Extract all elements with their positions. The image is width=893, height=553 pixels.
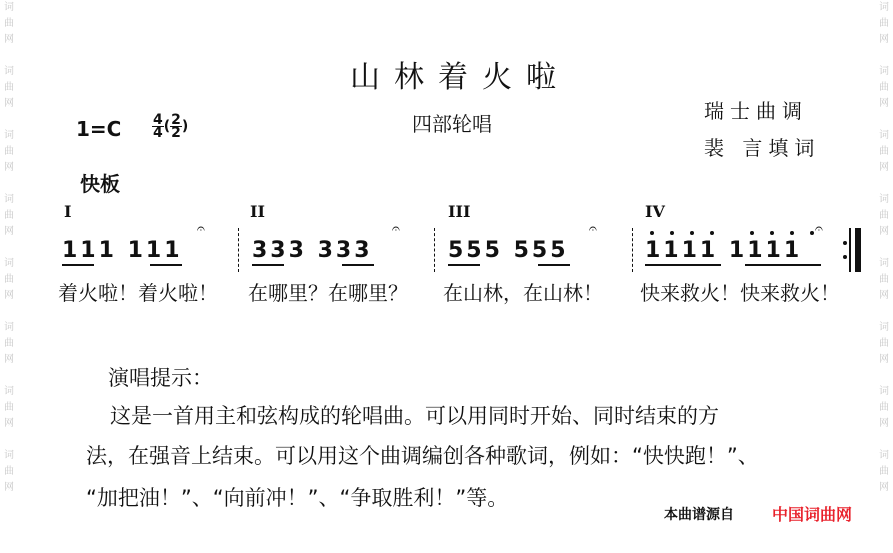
- hints-title: 演唱提示：: [108, 366, 213, 390]
- octave-dot: [770, 231, 774, 235]
- octave-dot: [810, 231, 814, 235]
- hints-line: 这是一首用主和弦构成的轮唱曲。可以用同时开始、同时结束的方: [110, 404, 719, 428]
- beam: [645, 264, 721, 266]
- final-barline-thin: [849, 228, 851, 272]
- hints-line: “加把油！”、“向前冲！”、“争取胜利！”等。: [86, 486, 509, 510]
- octave-dot: [750, 231, 754, 235]
- hints-line: 法，在强音上结束。可以用这个曲调编创各种歌词，例如：“快快跑！”、: [86, 444, 759, 468]
- beam: [538, 264, 570, 266]
- lyrics-credit: 裴 言填词: [704, 136, 821, 160]
- section-notes: 555 555: [448, 238, 569, 263]
- music-credit: 瑞士曲调: [704, 99, 808, 123]
- section-lyrics: 快来救火！快来救火！: [640, 281, 840, 305]
- octave-dot: [690, 231, 694, 235]
- beam: [342, 264, 374, 266]
- repeat-dot: [843, 255, 847, 259]
- fermata-icon: 𝄐: [589, 221, 597, 237]
- fermata-icon: 𝄐: [197, 221, 205, 237]
- section-numeral: II: [250, 202, 265, 221]
- section-notes: 111 111: [62, 238, 183, 263]
- song-title: 山林着火啦: [350, 60, 570, 95]
- fermata-icon: 𝄐: [815, 221, 823, 237]
- beam: [252, 264, 284, 266]
- section-lyrics: 着火啦！着火啦！: [58, 281, 218, 305]
- watermark-left: 词 曲 网 词 曲 网 词 曲 网 词 曲 网 词 曲 网 词 曲 网 词 曲 网 词 曲 网: [4, 2, 14, 493]
- octave-dot: [790, 231, 794, 235]
- section-numeral: I: [64, 202, 72, 221]
- subtitle: 四部轮唱: [412, 112, 492, 136]
- repeat-dot: [843, 241, 847, 245]
- section-numeral: IV: [645, 202, 665, 221]
- time-signature: $\frac{4}{4}$ ( $\frac{2}{2}$ ): [153, 112, 189, 141]
- octave-dot: [670, 231, 674, 235]
- beam: [150, 264, 182, 266]
- section-lyrics: 在哪里？在哪里？: [248, 281, 408, 305]
- site-name[interactable]: 中国词曲网: [772, 505, 853, 524]
- source-label: 本曲谱源自: [664, 507, 734, 523]
- section-notes: 1111 1111: [645, 238, 803, 263]
- section-numeral: III: [448, 202, 471, 221]
- beam: [448, 264, 480, 266]
- octave-dot: [650, 231, 654, 235]
- final-barline-thick: [855, 228, 861, 272]
- key-signature: 1=C: [76, 117, 122, 141]
- barline: [238, 228, 239, 272]
- section-lyrics: 在山林，在山林！: [443, 281, 603, 305]
- watermark-right: 词 曲 网 词 曲 网 词 曲 网 词 曲 网 词 曲 网 词 曲 网 词 曲 网 词 曲 网: [879, 2, 889, 493]
- beam: [745, 264, 821, 266]
- section-notes: 333 333: [252, 238, 373, 263]
- barline: [434, 228, 435, 272]
- barline: [632, 228, 633, 272]
- tempo-marking: 快板: [80, 172, 120, 196]
- beam: [62, 264, 94, 266]
- octave-dot: [710, 231, 714, 235]
- fermata-icon: 𝄐: [392, 221, 400, 237]
